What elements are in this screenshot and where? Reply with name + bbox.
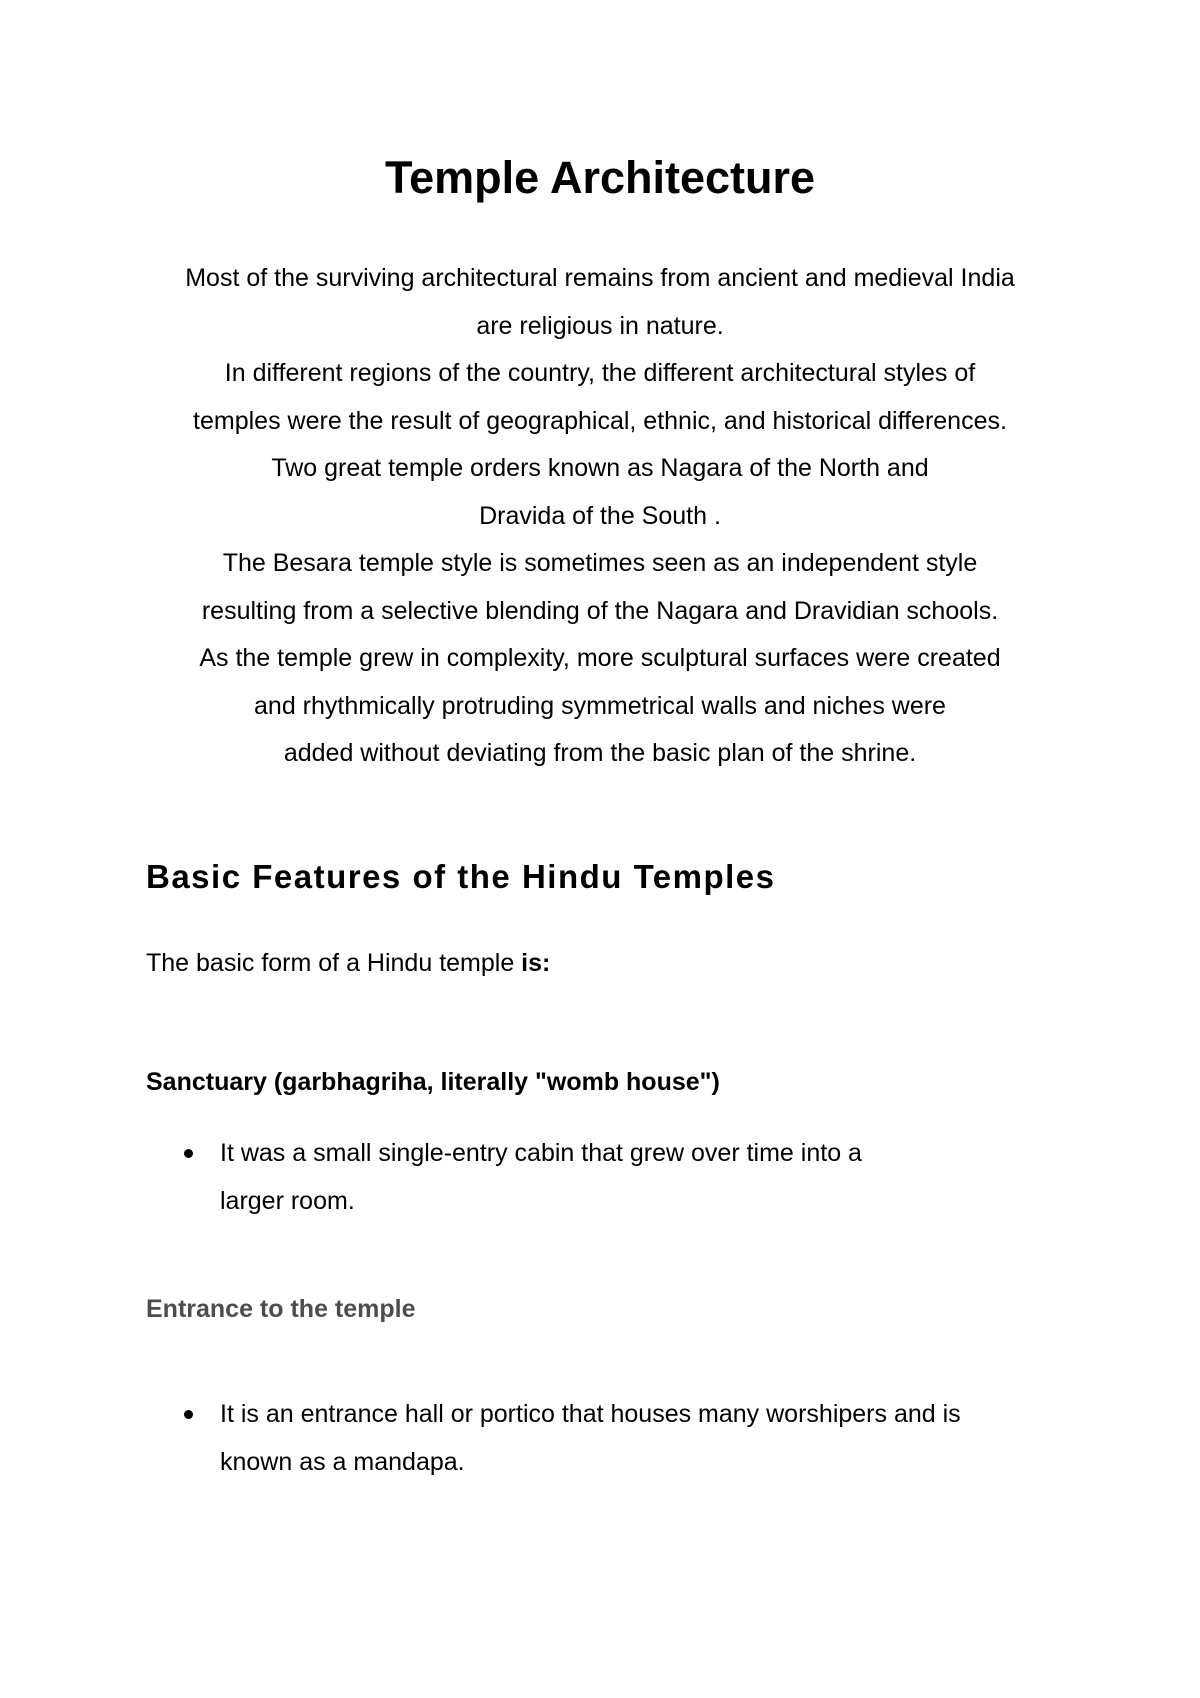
entrance-bullet-list (146, 1391, 1086, 1486)
bullet-line: It was a small single-entry cabin that grew over time into a (220, 1139, 862, 1167)
basic-form-label: The basic form of a Hindu temple (146, 949, 522, 977)
intro-line: and rhythmically protruding symmetrical walls and niches were (254, 691, 946, 720)
intro-line: resulting from a selective blending of the Nagara and Dravidian schools. (201, 596, 999, 625)
sanctuary-bullet-list (146, 1130, 1086, 1225)
intro-line: In different regions of the country, the different architectural styles of (224, 359, 976, 387)
intro-line: Most of the surviving architectural remains from ancient and medieval India (185, 264, 1015, 292)
list-item (146, 1391, 1086, 1486)
list-item (146, 1130, 1086, 1225)
basic-form-emphasis: is: (521, 949, 551, 977)
section-heading: Basic Features of the Hindu Temples (146, 858, 776, 895)
sanctuary-heading: Sanctuary (garbhagriha, literally "womb house") (146, 1068, 720, 1096)
intro-line: added without deviating from the basic plan of the shrine. (283, 739, 917, 767)
intro-line: Two great temple orders known as Nagara of the North and (271, 454, 929, 482)
bullet-line: larger room. (220, 1186, 355, 1215)
page-title: Temple Architecture (384, 152, 816, 203)
entrance-heading: Entrance to the temple (146, 1295, 416, 1323)
bullet-icon (184, 1149, 193, 1158)
intro-paragraph (140, 255, 1060, 778)
bullet-line: known as a mandapa. (220, 1447, 465, 1476)
bullet-line: It is an entrance hall or portico that houses many worshipers and is (220, 1400, 961, 1428)
intro-line: temples were the result of geographical, ethnic, and historical differences. (193, 406, 1007, 435)
bullet-icon (184, 1410, 193, 1419)
basic-form-text (146, 946, 550, 980)
intro-line: are religious in nature. (476, 311, 724, 340)
intro-line: The Besara temple style is sometimes seen as an independent style (222, 549, 978, 577)
intro-line: As the temple grew in complexity, more sculptural surfaces were created (199, 644, 1001, 672)
intro-line: Dravida of the South . (479, 501, 721, 530)
